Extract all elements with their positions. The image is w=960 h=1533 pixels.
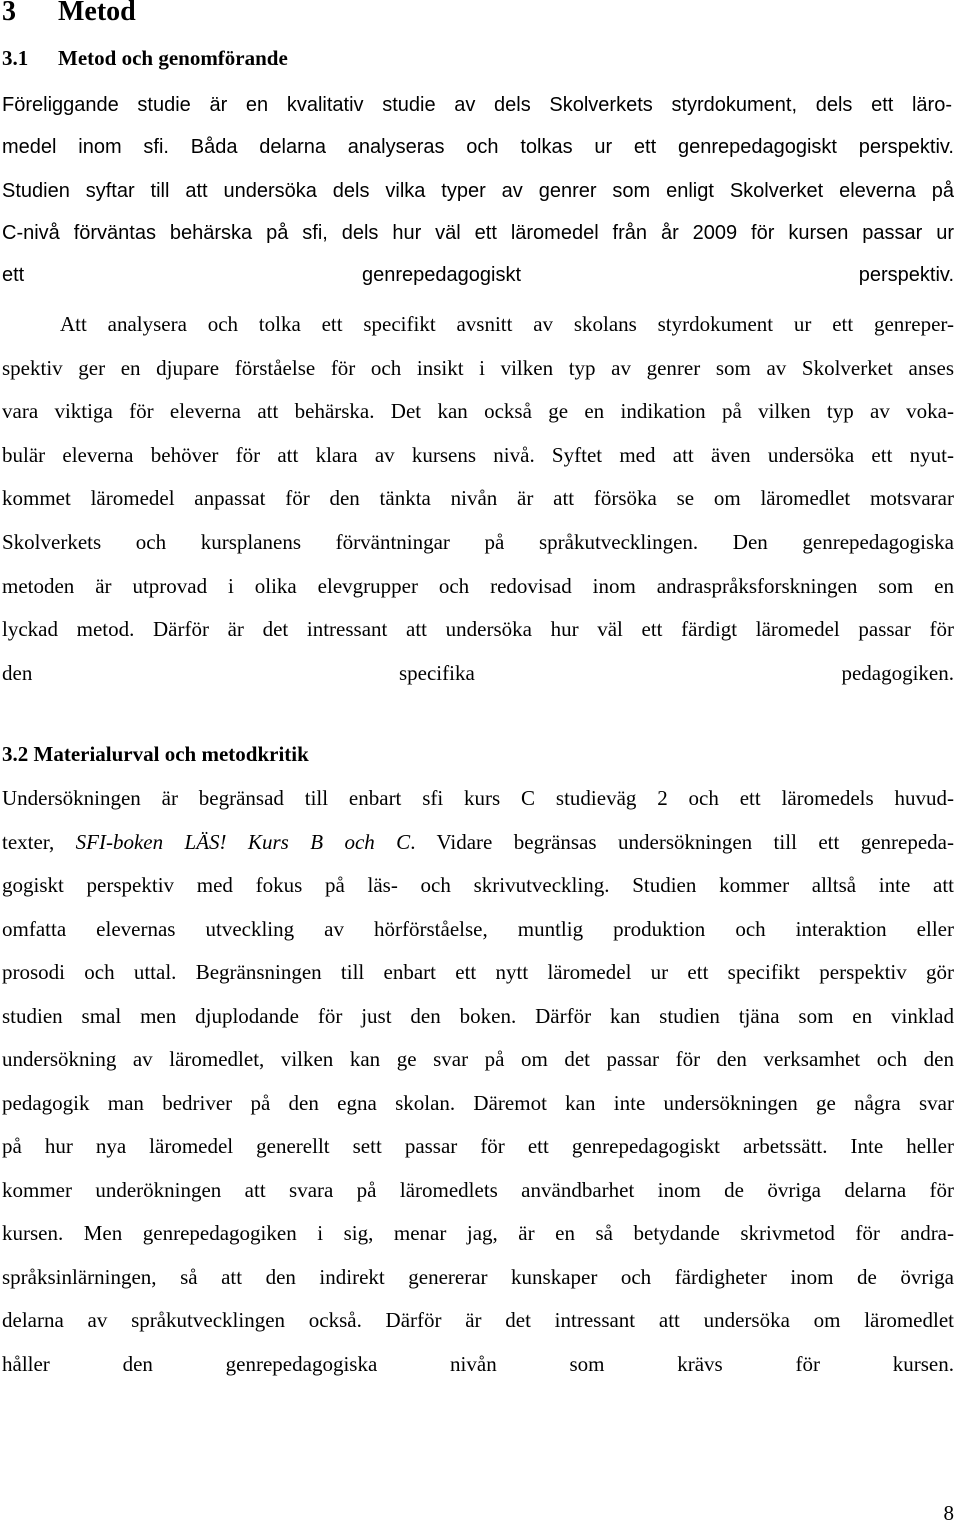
page-number: 8	[943, 1501, 954, 1525]
text-line: ett genrepedagogiskt perspektiv.	[2, 264, 954, 286]
text-line: studien smal men djuplodande för just den boken. Därför kan studien tjäna som en vinklad	[2, 1003, 954, 1028]
text-line: Föreliggande studie är en kvalitativ studie av dels Skolverkets styrdokument, dels ett läro-	[2, 94, 952, 116]
text-line: C-nivå förväntas behärska på sfi, dels hur väl ett läromedel från år 2009 för kursen passar ur	[2, 222, 954, 244]
text-line: metoden är utprovad i olika elevgrupper och redovisad inom andraspråksforskningen som en	[2, 573, 954, 598]
text-line: Att analysera och tolka ett specifikt avsnitt av skolans styrdokument ur ett genreper-	[60, 312, 954, 336]
text-line: kommet läromedel anpassat för den tänkta nivån är att försöka se om läromedlet motsvarar	[2, 486, 954, 511]
text-line: medel inom sfi. Båda delarna analyseras och tolkas ur ett genrepedagogiskt perspektiv.	[2, 136, 954, 158]
text-line: prosodi och uttal. Begränsningen till enbart ett nytt läromedel ur ett specifikt perspektiv gör	[2, 960, 954, 984]
text-line: undersökning av läromedlet, vilken kan ge svar på om det passar för den verksamhet och den	[2, 1047, 954, 1071]
section-title: Metod och genomförande	[58, 46, 288, 70]
text-line: den specifika pedagogiken.	[2, 660, 954, 685]
text-line: Studien syftar till att undersöka dels vilka typer av genrer som enligt Skolverket eleverna på	[2, 180, 954, 202]
motivation-paragraph	[2, 303, 954, 695]
text-line: bulär eleverna behöver för att klara av kursens nivå. Syftet med att även undersöka ett nyut-	[2, 442, 954, 467]
text-line: på hur nya läromedel generellt sett passar för ett genrepedagogiskt arbetssätt. Inte heller	[2, 1134, 954, 1158]
text-line: Undersökningen är begränsad till enbart sfi kurs C studieväg 2 och ett läromedels huvud-	[2, 786, 954, 810]
chapter-number: 3	[2, 0, 16, 27]
section-heading-3-1	[2, 44, 288, 72]
text-line: pedagogik man bedriver på den egna skolan. Däremot kan inte undersökningen ge några svar	[2, 1090, 954, 1115]
text-line: språksinlärningen, så att den indirekt genererar kunskaper och färdigheter inom de övriga	[2, 1264, 954, 1289]
chapter-heading	[2, 0, 136, 30]
material-paragraph	[2, 777, 954, 1386]
text-line: omfatta elevernas utveckling av hörförståelse, muntlig produktion och interaktion eller	[2, 916, 954, 941]
chapter-title: Metod	[58, 0, 136, 27]
text-line: håller den genrepedagogiska nivån som krävs för kursen.	[2, 1351, 954, 1376]
text-line: kursen. Men genrepedagogiken i sig, menar jag, är en så betydande skrivmetod för andra-	[2, 1221, 954, 1245]
book-title: SFI-boken LÄS! Kurs B och C	[75, 829, 411, 854]
text-line: gogiskt perspektiv med fokus på läs- och skrivutveckling. Studien kommer alltså inte att	[2, 873, 954, 897]
text-line: lyckad metod. Därför är det intressant att undersöka hur väl ett färdigt läromedel passar för	[2, 617, 954, 642]
purpose-paragraph	[2, 170, 954, 296]
intro-paragraph	[2, 84, 954, 168]
section-heading-3-2	[2, 740, 309, 768]
text-line: vara viktiga för eleverna att behärska. Det kan också ge en indikation på vilken typ av voka-	[2, 399, 954, 424]
text-line: spektiv ger en djupare förståelse för och insikt i vilken typ av genrer som av Skolverket anses	[2, 355, 954, 380]
text-line: kommer underökningen att svara på läromedlets användbarhet inom de övriga delarna för	[2, 1177, 954, 1202]
text-line: texter, SFI-boken LÄS! Kurs B och C. Vidare begränsas undersökningen till ett genrepeda-	[2, 829, 954, 854]
section-number: 3.1	[2, 46, 29, 70]
text-line: Skolverkets och kursplanens förväntningar på språkutvecklingen. Den genrepedagogiska	[2, 529, 954, 554]
text-line: delarna av språkutvecklingen också. Därför är det intressant att undersöka om läromedlet	[2, 1308, 954, 1332]
section-title: 3.2 Materialurval och metodkritik	[2, 742, 309, 766]
